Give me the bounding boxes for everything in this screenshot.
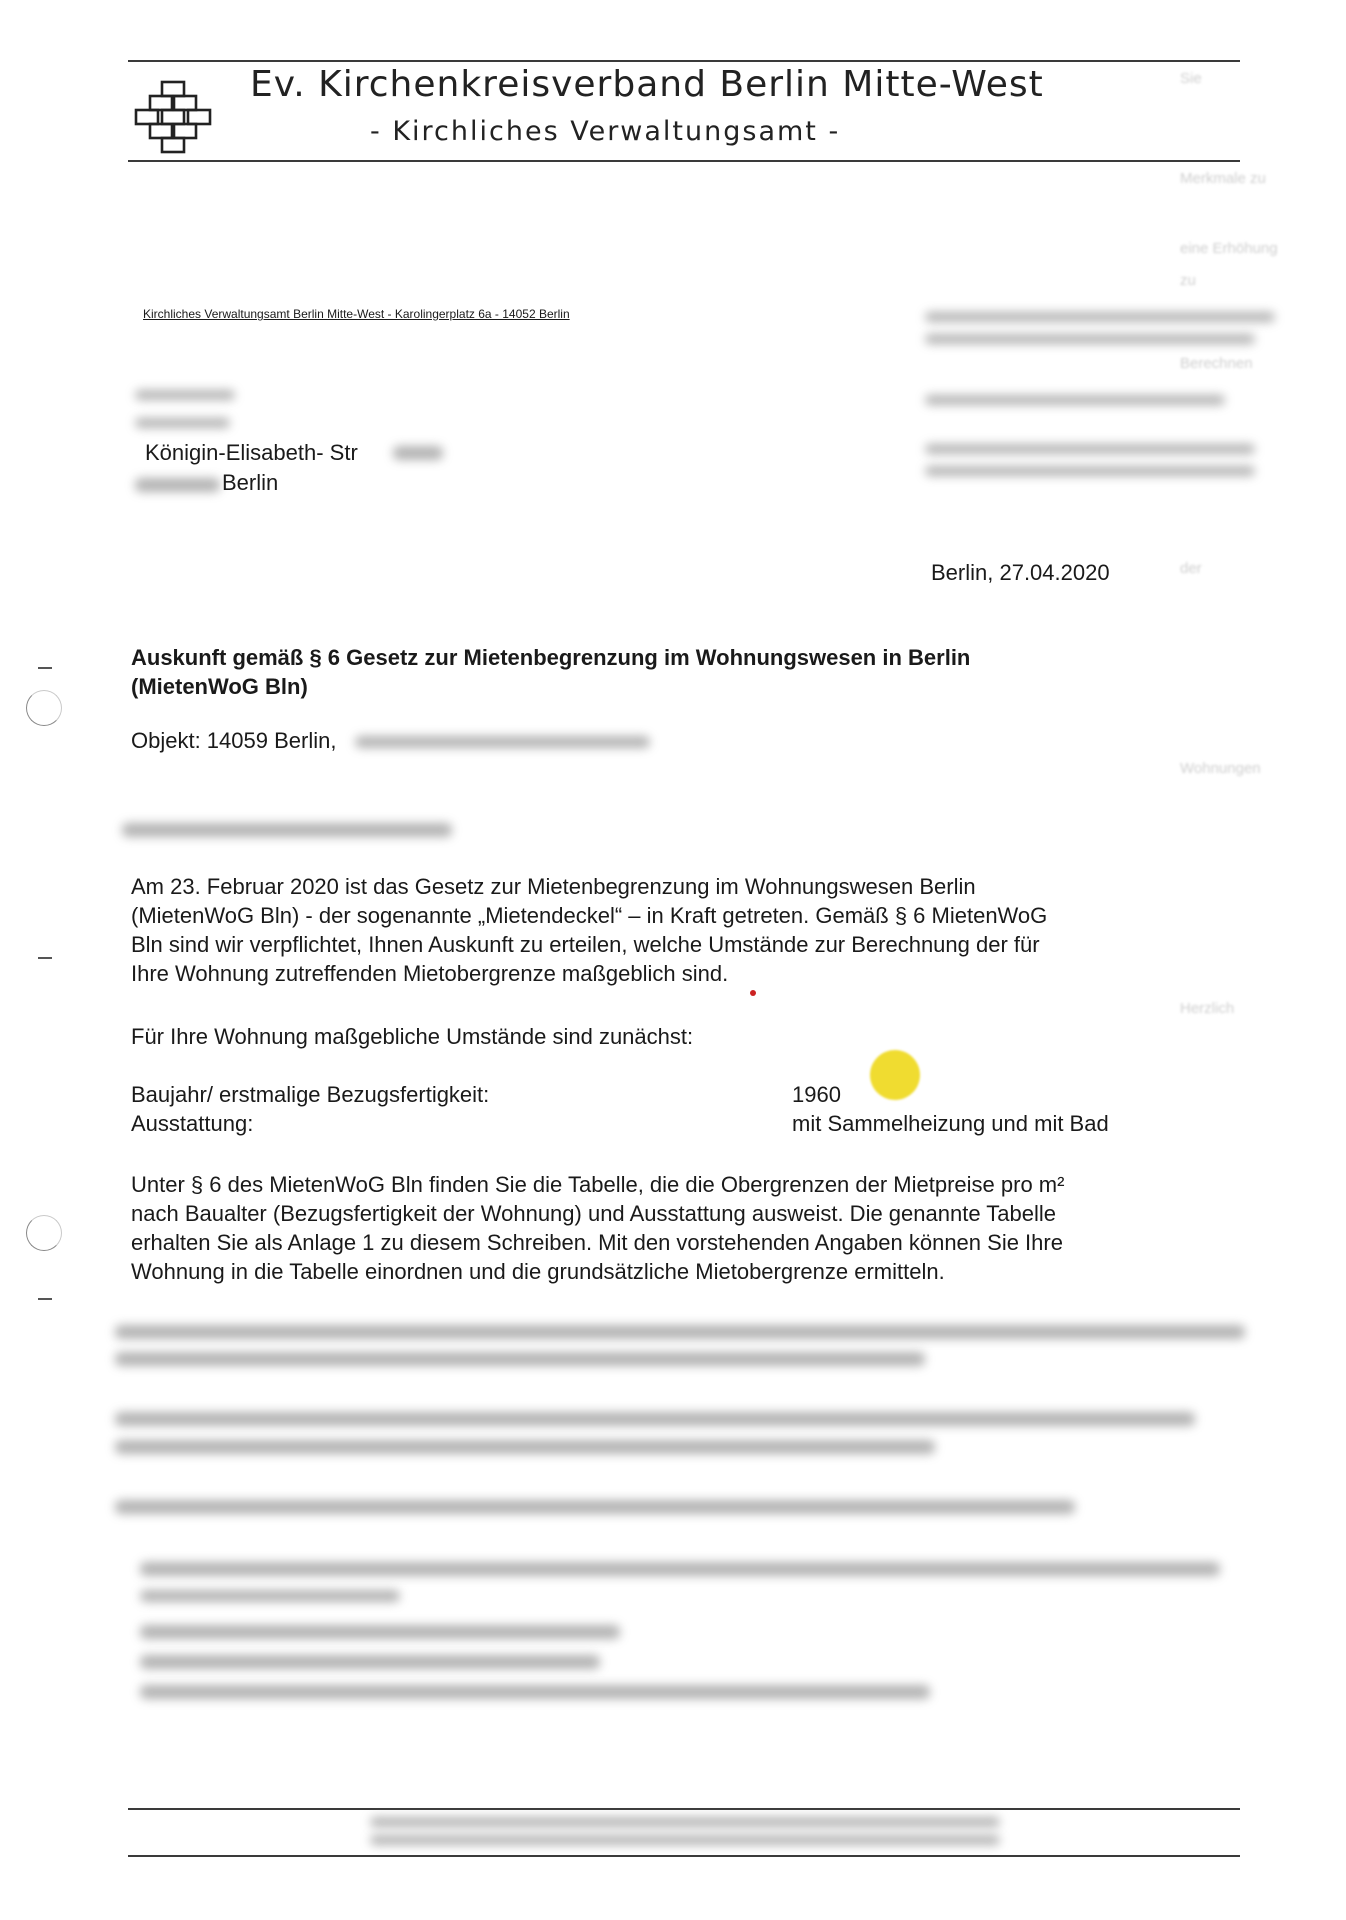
red-dot bbox=[750, 990, 756, 996]
subject-line-1: Auskunft gemäß § 6 Gesetz zur Mietenbegrenzung im Wohnungswesen in Berlin bbox=[131, 645, 971, 670]
paragraph-table: Unter § 6 des MietenWoG Bln finden Sie die Tabelle, die die Obergrenzen der Mietpreise pro m² nach Baualter (Bezugsfertigkeit der Wohnung) und Ausstattung ausweist. Die genannte Tabelle erhalten Sie als Anlage 1 zu diesem Schreiben. Mit den vorstehenden Angaben können Sie Ihre Wohnung in die Tabelle einordnen und die grundsätzliche Mietobergrenze ermitteln. bbox=[131, 1172, 1065, 1284]
subject-line-2: (MietenWoG Bln) bbox=[131, 674, 308, 699]
fact-label-year: Baujahr/ erstmalige Bezugsfertigkeit: bbox=[131, 1082, 490, 1107]
cross-logo bbox=[132, 78, 216, 163]
fact-value-equipment: mit Sammelheizung und mit Bad bbox=[792, 1111, 1109, 1136]
object-line: Objekt: 14059 Berlin, bbox=[131, 728, 337, 753]
fact-value-year: 1960 bbox=[792, 1082, 841, 1107]
letterhead-subtitle: - Kirchliches Verwaltungsamt - bbox=[370, 116, 841, 147]
paragraph-intro: Am 23. Februar 2020 ist das Gesetz zur Mietenbegrenzung im Wohnungswesen Berlin (MietenWoG Bln) - der sogenannte „Mietendeckel“ – in Kraft getreten. Gemäß § 6 MietenWoG Bln sind wir verpflichtet, Ihnen Auskunft zu erteilen, welche Umstände zur Berechnung der für Ihre Wohnung zutreffenden Mietobergrenze maßgeblich sind. bbox=[131, 874, 1048, 986]
highlight-dot bbox=[870, 1050, 920, 1100]
letterhead-title: Ev. Kirchenkreisverband Berlin Mitte-West bbox=[250, 64, 1044, 105]
letter-date: Berlin, 27.04.2020 bbox=[931, 560, 1110, 585]
fact-label-equipment: Ausstattung: bbox=[131, 1111, 254, 1136]
recipient-city: Berlin bbox=[222, 470, 279, 495]
recipient-street: Königin-Elisabeth- Str bbox=[145, 440, 358, 465]
sender-line: Kirchliches Verwaltungsamt Berlin Mitte-West - Karolingerplatz 6a - 14052 Berlin bbox=[143, 307, 570, 321]
paragraph-circumstances: Für Ihre Wohnung maßgebliche Umstände sind zunächst: bbox=[131, 1024, 694, 1049]
